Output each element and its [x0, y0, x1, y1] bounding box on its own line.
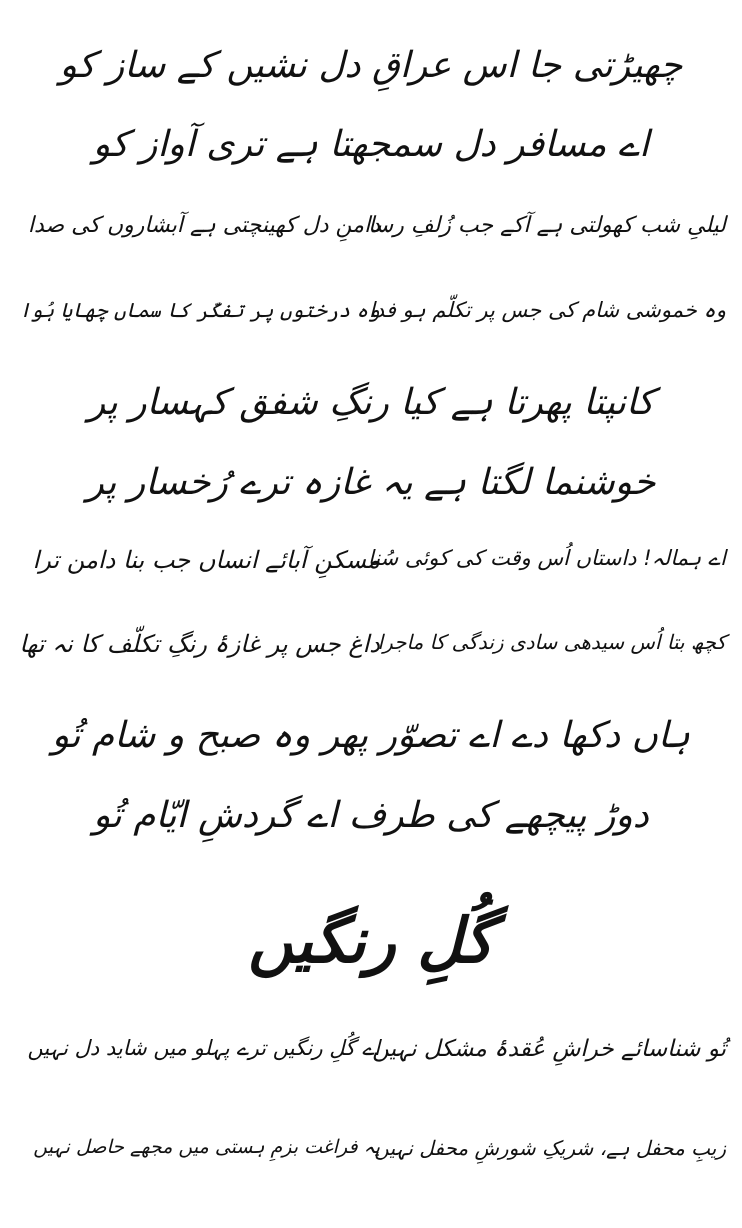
couplet-3-second-hemistich: مسکنِ آبائے انساں جب بنا دامن ترا	[32, 546, 380, 574]
verse-line-2: اے مسافر دل سمجھتا ہے تری آواز کو	[92, 124, 650, 165]
couplet-3-first-hemistich: اے ہمالہ! داستاں اُس وقت کی کوئی سُنا	[367, 546, 726, 570]
couplet-4-second-hemistich: داغ جس پر غازۂ رنگِ تکلّف کا نہ تھا	[19, 630, 380, 658]
poem2-couplet-2-first-hemistich: زیبِ محفل ہے، شریکِ شورشِ محفل نہیں	[374, 1136, 726, 1160]
poem-title: گُلِ رنگیں	[248, 904, 494, 977]
poem2-couplet-1-first-hemistich: تُو شناسائے خراشِ عُقدۂ مشکل نہیں	[372, 1036, 726, 1062]
couplet-1-second-hemistich: دامنِ دل کھینچتی ہے آبشاروں کی صدا	[27, 213, 380, 238]
poem2-couplet-2-second-hemistich: یہ فراغت بزمِ ہستی میں مجھے حاصل نہیں	[33, 1136, 380, 1158]
verse-line-4: خوشنما لگتا ہے یہ غازہ ترے رُخسار پر	[86, 462, 656, 503]
verse-line-3: کانپتا پھرتا ہے کیا رنگِ شفق کہسار پر	[87, 382, 655, 423]
poem2-couplet-1-second-hemistich: اے گُلِ رنگیں ترے پہلو میں شاید دل نہیں	[27, 1036, 380, 1060]
verse-line-1: چھیڑتی جا اس عراقِ دل نشیں کے ساز کو	[59, 45, 683, 86]
couplet-1-first-hemistich: لیلیِ شب کھولتی ہے آکے جب زُلفِ رسا	[368, 213, 726, 238]
verse-line-5: ہاں دکھا دے اے تصوّر پھر وہ صبح و شام تُو	[51, 715, 691, 756]
couplet-4-first-hemistich: کچھ بتا اُس سیدھی سادی زندگی کا ماجرا	[377, 630, 726, 654]
couplet-2-first-hemistich: وہ خموشی شام کی جس پر تکلّم ہو فدا	[368, 298, 726, 322]
verse-line-6: دوڑ پیچھے کی طرف اے گردشِ ایّام تُو	[93, 795, 649, 836]
couplet-2-second-hemistich: وہ درختوں پر تفکّر کا سماں چھایا ہُوا	[19, 298, 380, 322]
